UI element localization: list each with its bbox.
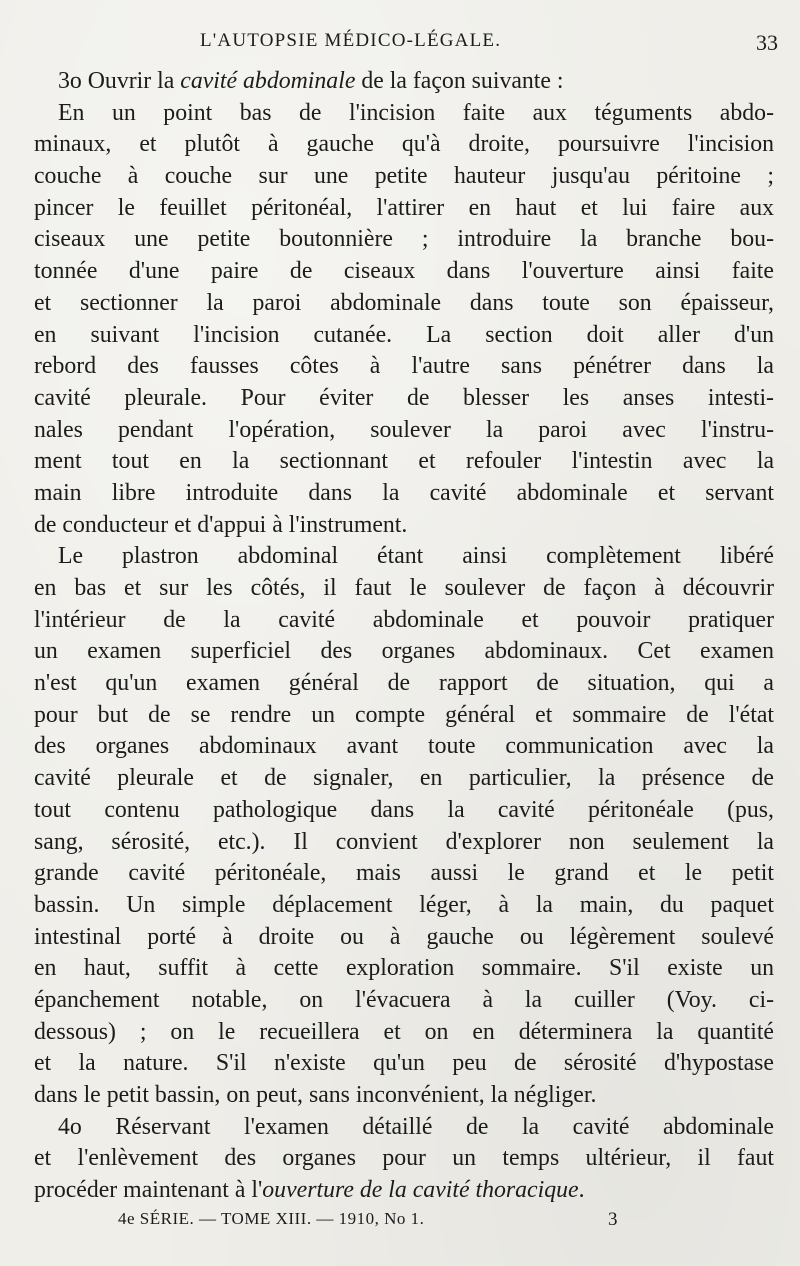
- text-line: des organes abdominaux avant toute communication avec la: [34, 733, 774, 760]
- text-line: sang, sérosité, etc.). Il convient d'explorer non seulement la: [34, 828, 774, 855]
- text-line: rebord des fausses côtes à l'autre sans pénétrer dans la: [34, 353, 774, 380]
- text-line: n'est qu'un examen général de rapport de situation, qui a: [34, 670, 774, 697]
- text-line: un examen superficiel des organes abdominaux. Cet examen: [34, 638, 774, 665]
- text-line: en haut, suffit à cette exploration sommaire. S'il existe un: [34, 955, 774, 982]
- text-line: dessous) ; on le recueillera et on en déterminera la quantité: [34, 1018, 774, 1045]
- text-line: dans le petit bassin, on peut, sans inconvénient, la négliger.: [34, 1082, 597, 1108]
- text-line: épanchement notable, on l'évacuera à la cuiller (Voy. ci-: [34, 986, 774, 1013]
- text-span: 3o Ouvrir la: [58, 68, 181, 94]
- italic-term: ouverture de la cavité thoracique: [262, 1177, 579, 1204]
- text-line: main libre introduite dans la cavité abdominale et servant: [34, 479, 774, 506]
- page-number: 33: [756, 30, 778, 55]
- signature-mark: 3: [608, 1209, 618, 1230]
- text-line: en suivant l'incision cutanée. La section doit aller d'un: [34, 321, 774, 348]
- text-line: l'intérieur de la cavité abdominale et pouvoir pratiquer: [34, 606, 774, 633]
- text-line: cavité pleurale et de signaler, en particulier, la présence de: [34, 765, 774, 792]
- text-line: ment tout en la sectionnant et refouler l'intestin avec la: [34, 448, 774, 475]
- text-span: de la façon suivante :: [355, 68, 564, 94]
- series-footer: 4e SÉRIE. — TOME XIII. — 1910, No 1.: [118, 1209, 425, 1228]
- text-line: minaux, et plutôt à gauche qu'à droite, poursuivre l'incision: [34, 131, 774, 158]
- running-title: L'AUTOPSIE MÉDICO-LÉGALE.: [200, 30, 502, 51]
- text-line: [34, 1175, 774, 1207]
- italic-term: cavité abdominale: [180, 68, 356, 94]
- text-line: de conducteur et d'appui à l'instrument.: [34, 511, 408, 538]
- text-span: .: [578, 1177, 585, 1204]
- text-line: bassin. Un simple déplacement léger, à la main, du paquet: [34, 891, 774, 918]
- text-line: en bas et sur les côtés, il faut le soulever de façon à découvrir: [34, 575, 774, 601]
- text-line: ciseaux une petite boutonnière ; introduire la branche bou-: [34, 226, 774, 253]
- body-text: [34, 66, 774, 1207]
- text-line: pour but de se rendre un compte général et sommaire de l'état: [34, 701, 774, 728]
- text-line: et l'enlèvement des organes pour un temps ultérieur, il faut: [34, 1145, 774, 1172]
- text-line: couche à couche sur une petite hauteur jusqu'au péritoine ;: [34, 163, 774, 190]
- text-line: et sectionner la paroi abdominale dans toute son épaisseur,: [34, 289, 774, 316]
- text-line: et la nature. S'il n'existe qu'un peu de sérosité d'hypostase: [34, 1050, 774, 1077]
- text-line: cavité pleurale. Pour éviter de blesser les anses intesti-: [34, 384, 774, 411]
- text-line: tonnée d'une paire de ciseaux dans l'ouverture ainsi faite: [34, 258, 774, 285]
- text-line: Le plastron abdominal étant ainsi complètement libéré: [58, 543, 774, 570]
- text-line: En un point bas de l'incision faite aux téguments abdo-: [58, 99, 774, 126]
- text-line: pincer le feuillet péritonéal, l'attirer en haut et lui faire aux: [34, 194, 774, 221]
- text-line: [34, 66, 774, 98]
- text-line: intestinal porté à droite ou à gauche ou légèrement soulevé: [34, 923, 774, 950]
- text-span: procéder maintenant à l': [34, 1177, 263, 1204]
- text-line: nales pendant l'opération, soulever la paroi avec l'instru-: [34, 416, 774, 443]
- text-line: tout contenu pathologique dans la cavité péritonéale (pus,: [34, 796, 774, 823]
- text-line: grande cavité péritonéale, mais aussi le grand et le petit: [34, 860, 774, 887]
- text-line: 4o Réservant l'examen détaillé de la cavité abdominale: [58, 1113, 774, 1140]
